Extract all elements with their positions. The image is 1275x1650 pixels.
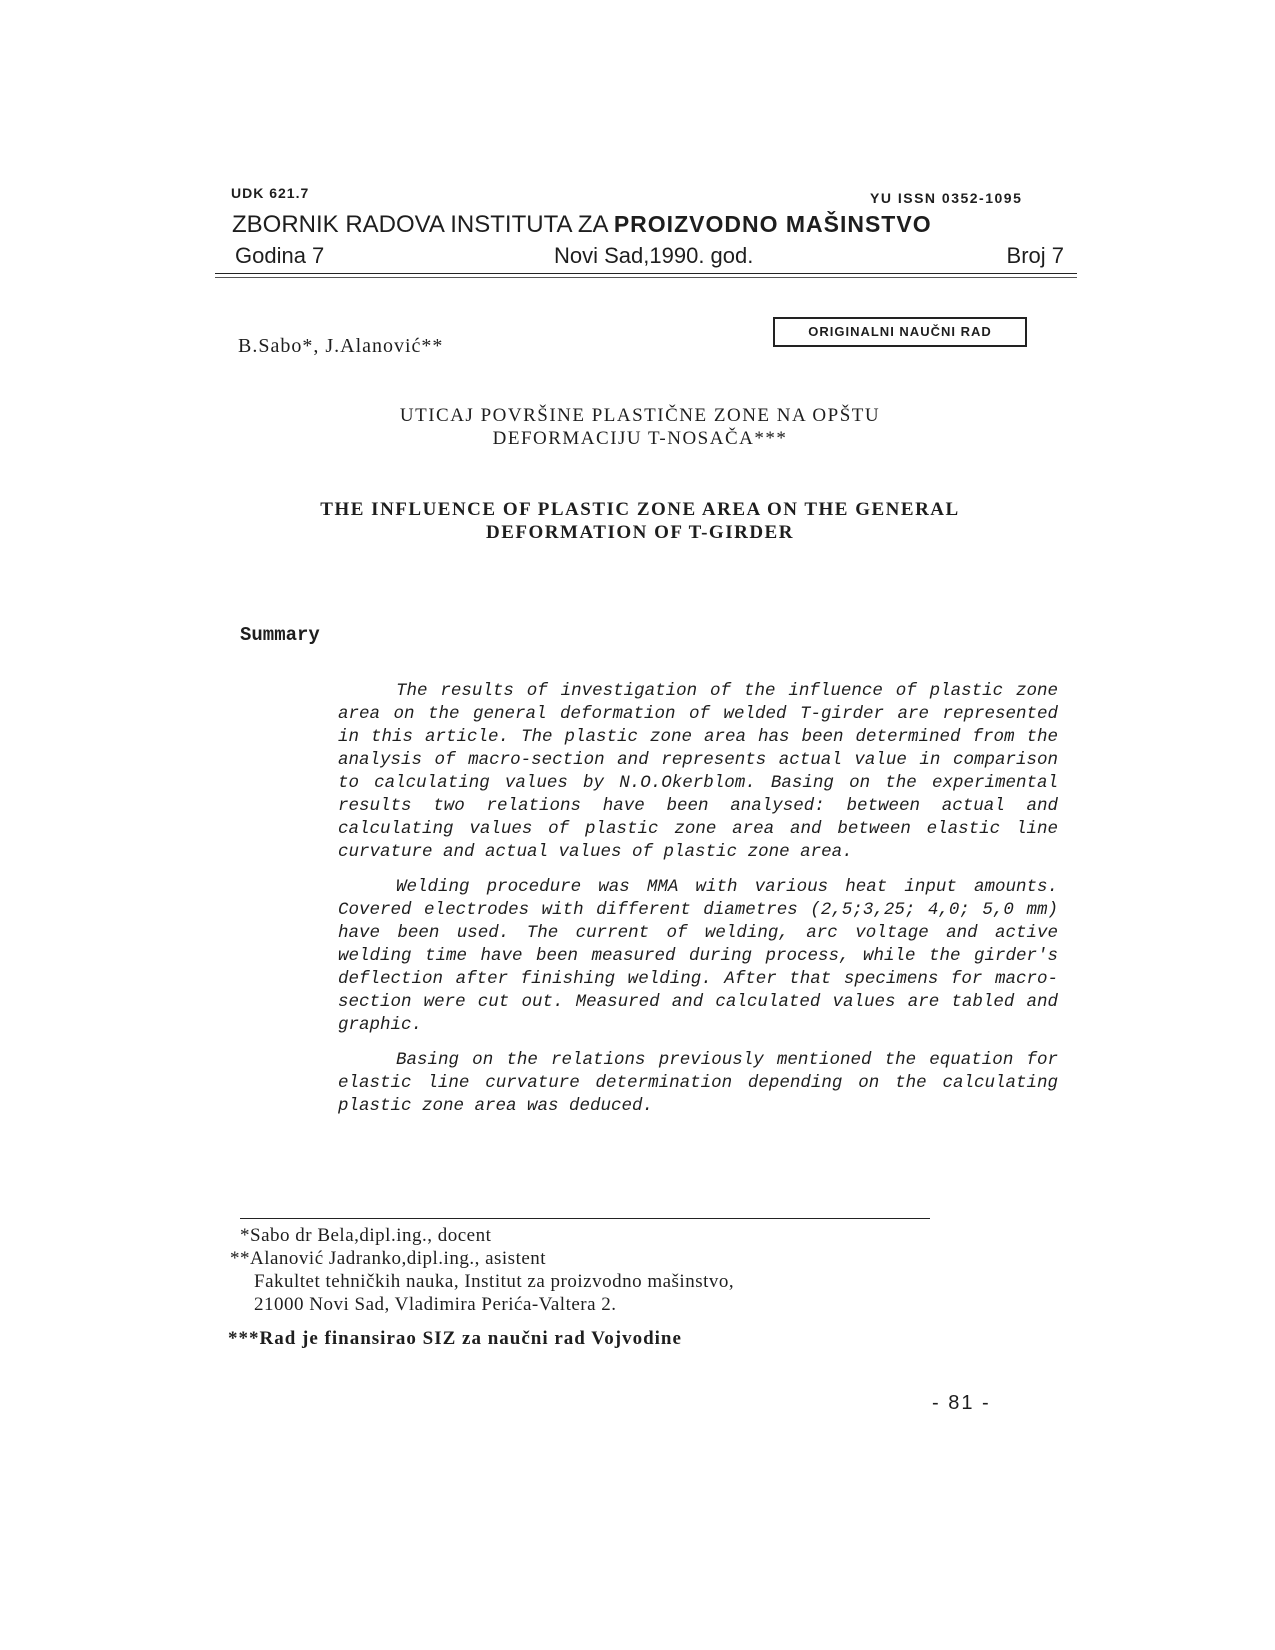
abstract-paragraph: Welding procedure was MMA with various heat input amounts. Covered electrodes with different diametres (2,5;3,25; 4,0; 5,0 mm) have been used. The current of welding, arc voltage and active welding time have been measured during process, while the girder's deflection after finishing welding. After that specimens for macro-section were cut out. Measured and calculated values are tabled and graphic. [338, 877, 1058, 1035]
summary-heading: Summary [240, 624, 320, 646]
header-rule-secondary [215, 277, 1077, 278]
footnote-affiliation: Fakultet tehničkih nauka, Institut za proizvodno mašinstvo, [254, 1271, 735, 1292]
footnotes [228, 1224, 988, 1350]
journal-title-prefix: ZBORNIK RADOVA INSTITUTA ZA [232, 211, 614, 238]
authors: B.Sabo*, J.Alanović** [238, 335, 444, 357]
issue-info-row [232, 243, 1064, 273]
abstract-paragraph: The results of investigation of the influence of plastic zone area on the general deformation of welded T-girder are represented in this article. The plastic zone area has been determined from the analysis of macro-section and represents actual value in comparison to calculating values by N.O.Okerblom. Basing on the experimental results two relations have been analysed: between actual and calculating values of plastic zone area and between elastic line curvature and actual values of plastic zone area. [338, 681, 1058, 862]
title-english-line: DEFORMATION OF T-GIRDER [486, 522, 794, 543]
footnote-address: 21000 Novi Sad, Vladimira Perića-Valtera 2. [254, 1294, 617, 1315]
footnote-rule [240, 1218, 930, 1219]
title-serbian-line: UTICAJ POVRŠINE PLASTIČNE ZONE NA OPŠTU [399, 405, 881, 426]
article-type-badge: ORIGINALNI NAUČNI RAD [773, 317, 1027, 347]
udk-code: UDK 621.7 [231, 185, 310, 201]
abstract-body [338, 680, 1058, 1130]
title-english-line: THE INFLUENCE OF PLASTIC ZONE AREA ON THE GENERAL [320, 499, 960, 520]
header-rule [215, 273, 1077, 274]
title-serbian-line: DEFORMACIJU T-NOSAČA*** [492, 428, 788, 449]
title-serbian [240, 404, 1040, 450]
place-date: Novi Sad,1990. god. [554, 243, 754, 268]
footnote-author1: *Sabo dr Bela,dipl.ing., docent [240, 1225, 492, 1246]
footnote-author2: **Alanović Jadranko,dipl.ing., asistent [230, 1248, 547, 1269]
footnote-funding: ***Rad je finansirao SIZ za naučni rad Vojvodine [228, 1328, 682, 1349]
abstract-paragraph: Basing on the relations previously mentioned the equation for elastic line curvature determination depending on the calculating plastic zone area was deduced. [338, 1050, 1058, 1116]
journal-title-bold: PROIZVODNO MAŠINSTVO [613, 211, 932, 237]
title-english [240, 498, 1040, 544]
journal-title [232, 211, 1072, 239]
issn-number: YU ISSN 0352-1095 [870, 190, 1023, 206]
year-label: Godina 7 [235, 243, 325, 268]
page-number: - 81 - [932, 1392, 991, 1414]
issue-number: Broj 7 [1006, 243, 1064, 268]
